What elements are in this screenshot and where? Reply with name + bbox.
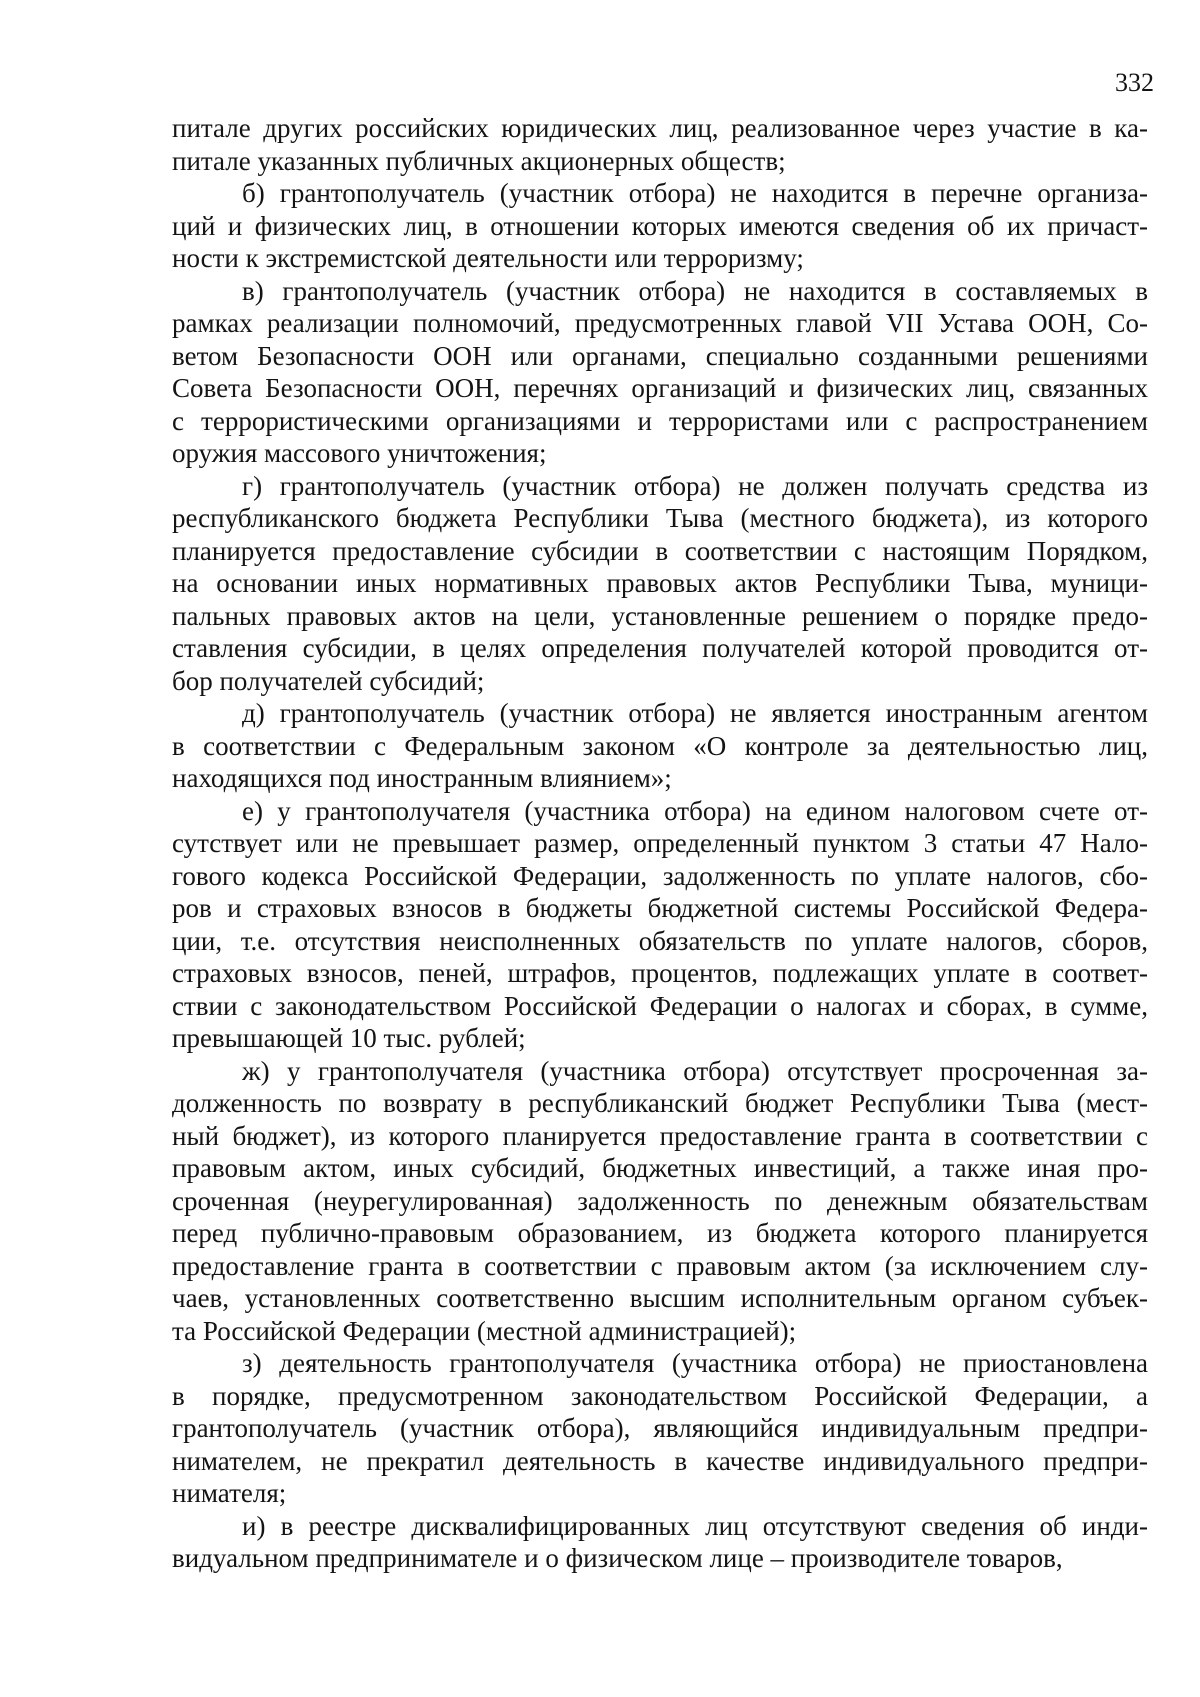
text-line: нимателя; xyxy=(172,1478,287,1508)
document-body xyxy=(172,112,1148,1575)
text-line: в) грантополучатель (участник отбора) не находится в составляемых в xyxy=(242,275,1148,306)
text-line: находящихся под иностранным влиянием»; xyxy=(172,763,672,793)
paragraph-intro xyxy=(172,112,1148,177)
text-line: ветом Безопасности ООН или органами, специально созданными решениями xyxy=(172,340,1148,371)
text-line: и) в реестре дисквалифицированных лиц отсутствуют сведения об инди- xyxy=(242,1510,1148,1541)
text-line: рамках реализации полномочий, предусмотренных главой VII Устава ООН, Со- xyxy=(172,308,1148,338)
text-line: грантополучатель (участник отбора), являющийся индивидуальным предпри- xyxy=(172,1413,1148,1443)
text-line: е) у грантополучателя (участника отбора) на едином налоговом счете от- xyxy=(242,795,1148,826)
text-line: видуальном предпринимателе и о физическом лице – производителе товаров, xyxy=(172,1543,1063,1573)
text-line: планируется предоставление субсидии в соответствии с настоящим Порядком, xyxy=(172,535,1148,566)
text-line: ж) у грантополучателя (участника отбора) отсутствует просроченная за- xyxy=(242,1055,1148,1086)
paragraph-i xyxy=(172,1510,1148,1575)
text-line: ций и физических лиц, в отношении которых имеются сведения об их причаст- xyxy=(172,210,1148,241)
text-line: в соответствии с Федеральным законом «О контроле за деятельностью лиц, xyxy=(172,730,1148,761)
text-line: гового кодекса Российской Федерации, задолженность по уплате налогов, сбо- xyxy=(172,860,1148,891)
text-line: сутствует или не превышает размер, определенный пунктом 3 статьи 47 Нало- xyxy=(172,828,1148,858)
text-line: ров и страховых взносов в бюджеты бюджетной системы Российской Федера- xyxy=(172,893,1148,923)
text-line: долженность по возврату в республиканский бюджет Республики Тыва (мест- xyxy=(172,1088,1148,1118)
text-line: нимателем, не прекратил деятельность в качестве индивидуального предпри- xyxy=(172,1445,1148,1476)
paragraph-g xyxy=(172,470,1148,698)
text-line: страховых взносов, пеней, штрафов, процентов, подлежащих уплате в соответ- xyxy=(172,958,1148,988)
paragraph-z xyxy=(172,1347,1148,1510)
text-line: та Российской Федерации (местной администрацией); xyxy=(172,1315,797,1346)
paragraph-e xyxy=(172,795,1148,1055)
paragraph-v xyxy=(172,275,1148,470)
paragraph-b xyxy=(172,177,1148,275)
text-line: сроченная (неурегулированная) задолженность по денежным обязательствам xyxy=(172,1185,1148,1216)
text-line: бор получателей субсидий; xyxy=(172,665,485,696)
text-line: с террористическими организациями и террористами или с распространением xyxy=(172,405,1148,436)
text-line: в порядке, предусмотренном законодательством Российской Федерации, а xyxy=(172,1380,1148,1411)
text-line: Совета Безопасности ООН, перечнях организаций и физических лиц, связанных xyxy=(172,373,1148,403)
text-line: б) грантополучатель (участник отбора) не находится в перечне организа- xyxy=(242,178,1148,208)
text-line: превышающей 10 тыс. рублей; xyxy=(172,1023,526,1053)
text-line: правовым актом, иных субсидий, бюджетных инвестиций, а также иная про- xyxy=(172,1153,1148,1183)
text-line: чаев, установленных соответственно высшим исполнительным органом субъек- xyxy=(172,1283,1148,1313)
text-line: на основании иных нормативных правовых актов Республики Тыва, муници- xyxy=(172,568,1148,598)
text-line: ствии с законодательством Российской Федерации о налогах и сборах, в сумме, xyxy=(172,990,1148,1021)
text-line: д) грантополучатель (участник отбора) не является иностранным агентом xyxy=(242,698,1148,728)
paragraph-d xyxy=(172,697,1148,795)
text-line: республиканского бюджета Республики Тыва (местного бюджета), из которого xyxy=(172,503,1148,533)
text-line: ставления субсидии, в целях определения получателей которой проводится от- xyxy=(172,633,1148,663)
text-line: ции, т.е. отсутствия неисполненных обязательств по уплате налогов, сборов, xyxy=(172,925,1148,956)
text-line: з) деятельность грантополучателя (участника отбора) не приостановлена xyxy=(242,1348,1148,1378)
text-line: ный бюджет), из которого планируется предоставление гранта в соответствии с xyxy=(172,1120,1148,1151)
page-number: 332 xyxy=(1115,68,1154,97)
text-line: питале других российских юридических лиц, реализованное через участие в ка- xyxy=(172,113,1148,143)
text-line: перед публично-правовым образованием, из бюджета которого планируется xyxy=(172,1218,1148,1248)
text-line: предоставление гранта в соответствии с правовым актом (за исключением слу- xyxy=(172,1250,1148,1281)
text-line: оружия массового уничтожения; xyxy=(172,438,547,468)
text-line: ности к экстремистской деятельности или терроризму; xyxy=(172,243,804,273)
text-line: пальных правовых актов на цели, установленные решением о порядке предо- xyxy=(172,600,1148,631)
text-line: г) грантополучатель (участник отбора) не должен получать средства из xyxy=(242,470,1148,501)
paragraph-zh xyxy=(172,1055,1148,1348)
text-line: питале указанных публичных акционерных обществ; xyxy=(172,145,786,176)
